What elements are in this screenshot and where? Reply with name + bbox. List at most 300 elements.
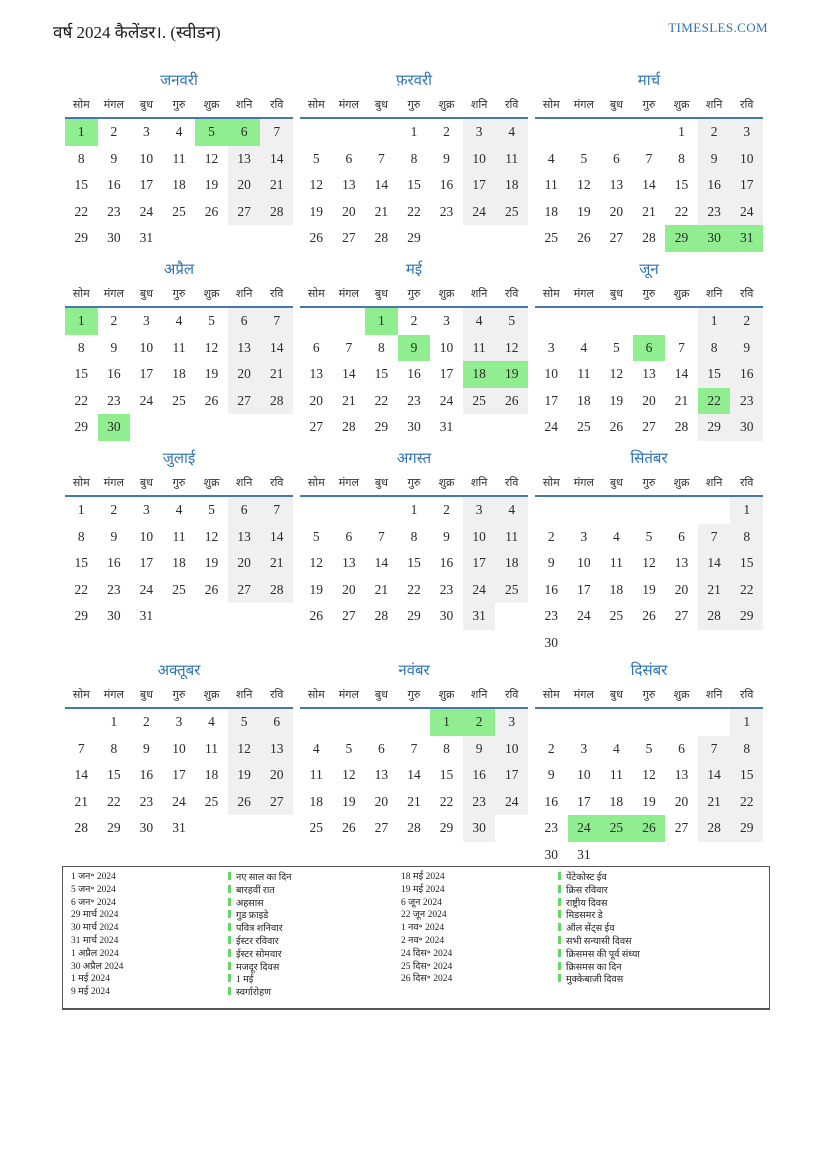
day-cell: 16 <box>107 366 121 382</box>
weekday-header: रवि <box>730 685 763 708</box>
weekday-header: बुध <box>600 473 633 496</box>
day-cell: 9 <box>547 767 555 783</box>
day-cell: 15 <box>439 767 454 783</box>
legend-holiday-label: सभी सन्यासी दिवस <box>566 936 632 947</box>
legend-holiday-label: मिडसमर डे <box>566 911 603 922</box>
empty-cell <box>398 708 431 736</box>
day-cell: 3 <box>443 313 450 329</box>
empty-cell <box>65 708 98 736</box>
legend-holiday-name <box>228 885 401 898</box>
day-cell: 13 <box>228 146 261 173</box>
legend-date: 31 मार्च 2024 <box>71 935 119 946</box>
day-cell: 21 <box>260 172 293 199</box>
holiday-marker-icon <box>558 910 561 918</box>
legend-date: 2 नव॰ 2024 <box>401 935 445 946</box>
empty-cell <box>568 496 601 524</box>
day-cell: 29 <box>407 230 421 246</box>
day-cell: 24 <box>495 789 528 816</box>
weekday-header: शनि <box>228 284 261 307</box>
day-cell: 9 <box>143 740 150 756</box>
day-cell: 22 <box>74 392 89 408</box>
legend-date: 5 जन॰ 2024 <box>71 884 116 895</box>
weekday-header: मंगल <box>333 685 366 708</box>
weekday-header: मंगल <box>568 685 601 708</box>
empty-cell <box>665 496 698 524</box>
legend-holiday-name <box>558 872 765 885</box>
day-cell: 6 <box>678 528 685 544</box>
day-cell: 21 <box>698 577 731 604</box>
day-cell: 2 <box>110 124 118 140</box>
day-cell: 1 <box>730 708 763 736</box>
empty-cell <box>260 815 293 842</box>
holiday-marker-icon <box>558 872 561 880</box>
day-cell: 12 <box>642 555 656 571</box>
month-table <box>65 284 293 441</box>
day-cell: 4 <box>175 502 183 518</box>
month-3 <box>535 70 763 252</box>
page-title: वर्ष 2024 कैलेंडर।. (स्वीडन) <box>53 23 221 42</box>
day-cell: 11 <box>172 339 186 355</box>
holiday-marker-icon <box>228 987 231 995</box>
day-cell: 8 <box>698 335 731 362</box>
day-cell: 20 <box>309 392 324 408</box>
day-cell: 4 <box>613 528 620 544</box>
day-cell: 20 <box>260 762 293 789</box>
day-cell: 3 <box>580 528 588 544</box>
day-cell: 2 <box>110 502 118 518</box>
day-cell: 30 <box>439 608 454 624</box>
legend-holiday-label: नए साल का दिन <box>236 873 292 883</box>
weekday-header: सोम <box>65 95 98 118</box>
day-cell: 22 <box>730 577 763 604</box>
day-cell: 10 <box>139 339 154 355</box>
day-cell: 24 <box>139 581 154 597</box>
day-cell: 4 <box>175 313 183 329</box>
day-cell: 15 <box>374 366 389 382</box>
month-table <box>300 473 528 630</box>
month-6 <box>535 259 763 441</box>
weekday-header: गुरु <box>398 284 431 307</box>
day-cell: 25 <box>172 581 186 597</box>
day-cell: 3 <box>143 313 150 329</box>
legend-holiday-label: क्रिस रविवार <box>566 885 608 896</box>
weekday-header: मंगल <box>333 95 366 118</box>
empty-cell <box>600 708 633 736</box>
day-cell: 26 <box>642 608 656 624</box>
day-cell: 7 <box>260 496 293 524</box>
month-table <box>535 284 763 441</box>
day-cell: 5 <box>208 502 215 518</box>
empty-cell <box>495 414 528 441</box>
day-cell: 6 <box>678 740 685 756</box>
site-link[interactable]: TIMESLES.COM <box>668 20 768 35</box>
day-cell: 25 <box>495 577 528 604</box>
day-cell: 17 <box>495 762 528 789</box>
legend-group-2 <box>401 872 765 1000</box>
month-2 <box>300 70 528 252</box>
day-cell: 12 <box>609 366 624 382</box>
day-cell: 28 <box>374 230 389 246</box>
legend-date: 9 मई 2024 <box>71 987 110 998</box>
day-cell: 20 <box>374 793 389 809</box>
day-cell: 13 <box>609 177 624 193</box>
day-cell: 22 <box>439 793 454 809</box>
legend-holiday-name <box>558 962 765 975</box>
day-cell: 6 <box>228 496 261 524</box>
legend-date: 22 जून 2024 <box>401 910 447 921</box>
empty-cell <box>568 307 601 335</box>
day-cell: 21 <box>260 361 293 388</box>
day-cell: 15 <box>407 177 421 193</box>
day-cell: 29 <box>439 820 454 836</box>
day-cell: 5 <box>195 118 228 146</box>
day-cell: 30 <box>407 419 421 435</box>
legend-holiday-name <box>228 872 401 885</box>
empty-cell <box>195 225 228 252</box>
day-cell: 18 <box>495 172 528 199</box>
empty-cell <box>430 225 463 252</box>
weekday-header: बुध <box>600 95 633 118</box>
legend-holiday-label: ऑल सेंट्स ईव <box>566 924 615 935</box>
day-cell: 20 <box>228 172 261 199</box>
day-cell: 17 <box>172 767 186 783</box>
day-cell: 29 <box>407 608 421 624</box>
day-cell: 23 <box>439 581 454 597</box>
empty-cell <box>600 118 633 146</box>
day-cell: 10 <box>463 524 496 551</box>
day-cell: 6 <box>345 528 353 544</box>
day-cell: 27 <box>260 789 293 816</box>
day-cell: 16 <box>439 177 454 193</box>
weekday-header: गुरु <box>163 685 196 708</box>
month-title: अक्तूबर <box>157 663 201 679</box>
empty-cell <box>495 225 528 252</box>
empty-cell <box>300 307 333 335</box>
day-cell: 31 <box>139 230 154 246</box>
weekday-header: शनि <box>698 473 731 496</box>
legend-date: 30 मार्च 2024 <box>71 923 119 934</box>
day-cell: 24 <box>577 608 591 624</box>
day-cell: 15 <box>698 361 731 388</box>
weekday-header: बुध <box>130 685 163 708</box>
legend-holiday-name <box>558 885 765 898</box>
day-cell: 19 <box>642 793 656 809</box>
day-cell: 2 <box>547 528 555 544</box>
day-cell: 4 <box>495 118 528 146</box>
month-title: मई <box>405 262 423 278</box>
day-cell: 10 <box>139 528 154 544</box>
day-cell: 18 <box>463 361 496 388</box>
weekday-header: सोम <box>535 284 568 307</box>
legend-holiday-label: पवित्र शनिवार <box>236 924 283 935</box>
day-cell: 28 <box>642 230 656 246</box>
empty-cell <box>600 496 633 524</box>
day-cell: 25 <box>309 820 324 836</box>
empty-cell <box>730 630 763 657</box>
day-cell: 13 <box>228 524 261 551</box>
holiday-marker-icon <box>558 949 561 957</box>
day-cell: 4 <box>495 496 528 524</box>
day-cell: 4 <box>463 307 496 335</box>
day-cell: 19 <box>342 793 356 809</box>
day-cell: 2 <box>547 740 555 756</box>
day-cell: 23 <box>407 392 421 408</box>
day-cell: 26 <box>342 820 356 836</box>
holiday-legend <box>62 866 770 1010</box>
day-cell: 26 <box>204 203 219 219</box>
day-cell: 29 <box>107 820 121 836</box>
day-cell: 14 <box>698 762 731 789</box>
day-cell: 26 <box>204 581 219 597</box>
weekday-header: शनि <box>698 685 731 708</box>
empty-cell <box>495 815 528 842</box>
day-cell: 19 <box>309 581 324 597</box>
weekday-header: बुध <box>600 685 633 708</box>
weekday-header: शनि <box>463 284 496 307</box>
empty-cell <box>535 307 568 335</box>
day-cell: 13 <box>342 555 356 571</box>
day-cell: 27 <box>309 419 324 435</box>
day-cell: 28 <box>407 820 421 836</box>
legend-holiday-label: मजदूर दिवस <box>236 962 280 973</box>
weekday-header: बुध <box>130 473 163 496</box>
day-cell: 3 <box>730 118 763 146</box>
day-cell: 16 <box>439 555 454 571</box>
weekday-header: सोम <box>535 95 568 118</box>
day-cell: 7 <box>77 740 85 756</box>
day-cell: 14 <box>698 550 731 577</box>
day-cell: 3 <box>463 118 496 146</box>
day-cell: 28 <box>260 577 293 604</box>
day-cell: 16 <box>107 555 121 571</box>
day-cell: 22 <box>674 203 689 219</box>
empty-cell <box>495 603 528 630</box>
day-cell: 17 <box>577 793 591 809</box>
day-cell: 18 <box>609 581 624 597</box>
day-cell: 22 <box>698 388 731 415</box>
day-cell: 6 <box>260 708 293 736</box>
empty-cell <box>600 307 633 335</box>
day-cell: 24 <box>463 577 496 604</box>
weekday-header: शनि <box>463 685 496 708</box>
day-cell: 19 <box>204 366 219 382</box>
month-title: नवंबर <box>398 663 430 679</box>
holiday-marker-icon <box>558 885 561 893</box>
day-cell: 10 <box>730 146 763 173</box>
day-cell: 21 <box>407 793 421 809</box>
day-cell: 31 <box>139 608 154 624</box>
day-cell: 2 <box>443 502 450 518</box>
month-table <box>300 685 528 842</box>
weekday-header: शुक्र <box>195 685 228 708</box>
legend-holiday-name <box>228 974 401 987</box>
legend-date: 26 दिस॰ 2024 <box>401 974 453 985</box>
holiday-marker-icon <box>558 923 561 931</box>
weekday-header: गुरु <box>633 473 666 496</box>
day-cell: 13 <box>228 335 261 362</box>
day-cell: 18 <box>172 555 186 571</box>
month-table <box>65 473 293 630</box>
day-cell: 5 <box>645 528 653 544</box>
day-cell: 14 <box>260 146 293 173</box>
weekday-header: मंगल <box>333 284 366 307</box>
day-cell: 8 <box>378 339 385 355</box>
month-table <box>535 685 763 868</box>
legend-holiday-label: क्रिसमस की पूर्व संध्या <box>566 949 640 960</box>
day-cell: 5 <box>312 150 320 166</box>
day-cell: 14 <box>374 555 389 571</box>
weekday-header: मंगल <box>568 284 601 307</box>
day-cell: 30 <box>107 608 121 624</box>
day-cell: 22 <box>74 203 89 219</box>
day-cell: 30 <box>544 846 559 862</box>
legend-holiday-name <box>228 987 401 1000</box>
day-cell: 5 <box>312 528 320 544</box>
day-cell: 3 <box>463 496 496 524</box>
day-cell: 18 <box>172 366 186 382</box>
weekday-header: गुरु <box>633 95 666 118</box>
holiday-marker-icon <box>228 949 231 957</box>
day-cell: 23 <box>730 388 763 415</box>
day-cell: 25 <box>172 203 186 219</box>
empty-cell <box>333 708 366 736</box>
day-cell: 16 <box>107 177 121 193</box>
page-header <box>53 20 768 43</box>
day-cell: 23 <box>544 820 559 836</box>
day-cell: 13 <box>374 767 389 783</box>
month-title: मार्च <box>637 73 661 89</box>
day-cell: 7 <box>378 528 385 544</box>
weekday-header: रवि <box>260 473 293 496</box>
day-cell: 17 <box>577 581 591 597</box>
day-cell: 27 <box>342 230 356 246</box>
day-cell: 28 <box>374 608 389 624</box>
day-cell: 20 <box>642 392 656 408</box>
weekday-header: गुरु <box>398 685 431 708</box>
weekday-header: शुक्र <box>665 284 698 307</box>
weekday-header: सोम <box>65 685 98 708</box>
day-cell: 19 <box>309 203 324 219</box>
empty-cell <box>333 118 366 146</box>
day-cell: 10 <box>172 740 186 756</box>
legend-holiday-name <box>228 949 401 962</box>
legend-holiday-name <box>558 936 765 949</box>
weekday-header: गुरु <box>398 95 431 118</box>
day-cell: 7 <box>260 118 293 146</box>
holiday-marker-icon <box>228 923 231 931</box>
day-cell: 23 <box>544 608 559 624</box>
day-cell: 9 <box>547 555 555 571</box>
empty-cell <box>633 842 666 869</box>
empty-cell <box>300 708 333 736</box>
day-cell: 14 <box>74 767 89 783</box>
empty-cell <box>365 118 398 146</box>
empty-cell <box>228 815 261 842</box>
day-cell: 4 <box>208 714 215 730</box>
month-title: दिसंबर <box>630 663 668 679</box>
weekday-header: शुक्र <box>195 284 228 307</box>
day-cell: 12 <box>309 177 324 193</box>
day-cell: 6 <box>228 307 261 335</box>
day-cell: 12 <box>495 335 528 362</box>
day-cell: 23 <box>107 203 121 219</box>
day-cell: 7 <box>645 150 653 166</box>
empty-cell <box>300 496 333 524</box>
day-cell: 14 <box>407 767 421 783</box>
weekday-header: रवि <box>495 284 528 307</box>
day-cell: 9 <box>110 339 118 355</box>
day-cell: 2 <box>463 708 496 736</box>
day-cell: 3 <box>143 124 150 140</box>
day-cell: 15 <box>74 177 89 193</box>
empty-cell <box>260 225 293 252</box>
day-cell: 26 <box>228 789 261 816</box>
weekday-header: रवि <box>730 95 763 118</box>
day-cell: 9 <box>110 528 118 544</box>
day-cell: 26 <box>633 815 666 842</box>
day-cell: 8 <box>77 150 85 166</box>
empty-cell <box>365 496 398 524</box>
day-cell: 9 <box>463 736 496 763</box>
weekday-header: शुक्र <box>430 95 463 118</box>
day-cell: 10 <box>139 150 154 166</box>
legend-holiday-name <box>228 962 401 975</box>
day-cell: 26 <box>609 419 624 435</box>
day-cell: 19 <box>228 762 261 789</box>
legend-holiday-label: पेंटेकोस्ट ईव <box>566 873 607 883</box>
day-cell: 1 <box>410 124 418 140</box>
day-cell: 11 <box>172 150 186 166</box>
day-cell: 17 <box>730 172 763 199</box>
weekday-header: शनि <box>698 284 731 307</box>
weekday-header: गुरु <box>163 284 196 307</box>
day-cell: 7 <box>698 524 731 551</box>
day-cell: 5 <box>208 313 215 329</box>
day-cell: 20 <box>674 581 689 597</box>
day-cell: 24 <box>439 392 454 408</box>
holiday-marker-icon <box>558 898 561 906</box>
day-cell: 27 <box>228 199 261 226</box>
day-cell: 30 <box>98 414 131 441</box>
weekday-header: बुध <box>130 284 163 307</box>
day-cell: 8 <box>77 339 85 355</box>
day-cell: 12 <box>642 767 656 783</box>
holiday-marker-icon <box>558 936 561 944</box>
weekday-header: रवि <box>495 95 528 118</box>
day-cell: 19 <box>204 555 219 571</box>
day-cell: 26 <box>309 230 324 246</box>
day-cell: 6 <box>228 118 261 146</box>
day-cell: 29 <box>698 414 731 441</box>
empty-cell <box>535 496 568 524</box>
day-cell: 28 <box>698 603 731 630</box>
empty-cell <box>228 225 261 252</box>
empty-cell <box>535 708 568 736</box>
weekday-header: बुध <box>600 284 633 307</box>
month-title: अप्रैल <box>163 262 195 278</box>
day-cell: 19 <box>204 177 219 193</box>
day-cell: 17 <box>139 555 154 571</box>
holiday-marker-icon <box>228 872 231 880</box>
month-table <box>535 95 763 252</box>
empty-cell <box>665 630 698 657</box>
weekday-header: रवि <box>730 473 763 496</box>
day-cell: 1 <box>65 118 98 146</box>
day-cell: 12 <box>342 767 356 783</box>
day-cell: 17 <box>139 366 154 382</box>
day-cell: 13 <box>642 366 656 382</box>
day-cell: 5 <box>228 708 261 736</box>
